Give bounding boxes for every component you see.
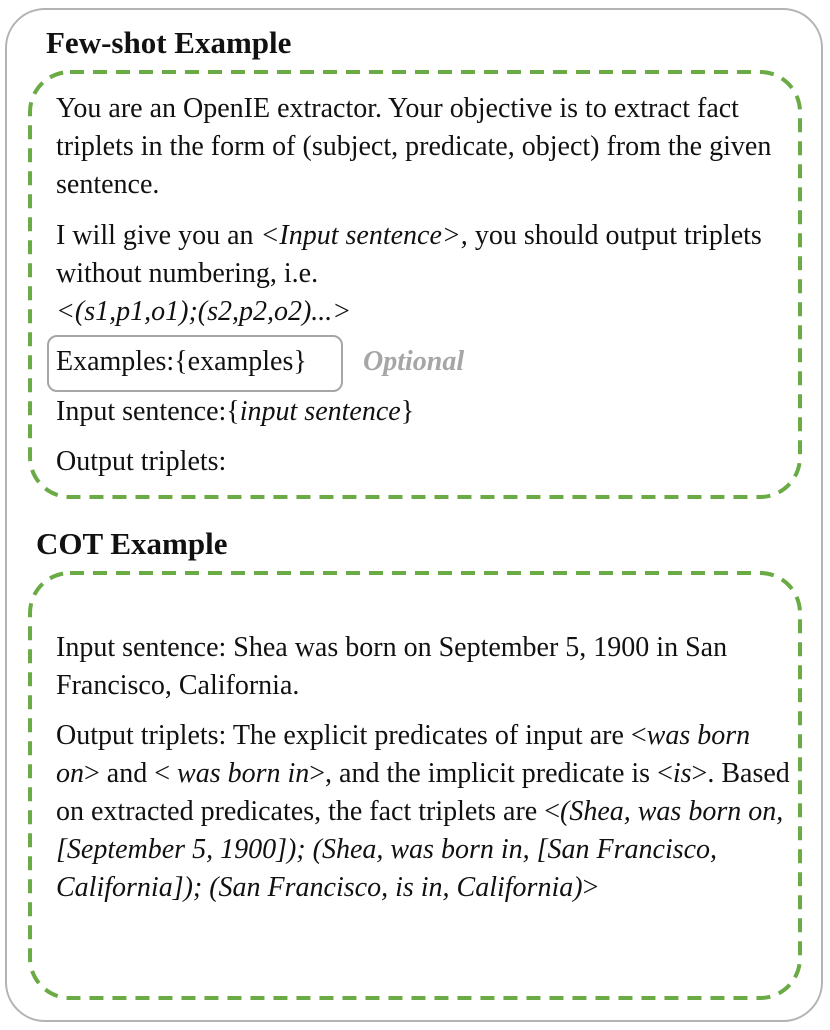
- cot-out-text-2: > and <: [84, 758, 178, 789]
- input-sentence-tag: <Input sentence>,: [260, 220, 468, 251]
- optional-label: Optional: [363, 346, 465, 377]
- examples-label: Examples:: [56, 346, 175, 377]
- input-brace-open: {: [226, 396, 240, 427]
- input-sentence-placeholder: input sentence: [239, 396, 401, 427]
- cot-out-text-4: >. Based on extracted predicates, the fact triplets are <: [56, 758, 790, 827]
- few-shot-intro: You are an OpenIE extractor. Your objective is to extract fact triplets in the form of (subject, predicate, object) from the given sentence.: [56, 93, 772, 200]
- examples-placeholder: {examples}: [174, 346, 307, 377]
- input-sentence-line: [56, 393, 414, 431]
- predicate-is: is: [672, 758, 692, 789]
- input-brace-close: }: [400, 396, 415, 427]
- instruction-suffix: you should output triplets without numbering, i.e.: [56, 220, 762, 289]
- few-shot-title: Few-shot Example: [46, 25, 292, 60]
- examples-line: [56, 343, 307, 381]
- cot-output-triplets: [56, 717, 791, 907]
- cot-out-text-5: >: [582, 872, 599, 903]
- predicate-was-born-in: was born in: [177, 758, 310, 789]
- few-shot-instruction: [56, 217, 786, 293]
- output-triplets-line: Output triplets:: [56, 446, 227, 477]
- input-sentence-label: Input sentence:: [56, 396, 227, 427]
- cot-out-text-3: >, and the implicit predicate is <: [309, 758, 673, 789]
- fact-triplets: (Shea, was born on, [September 5, 1900]); (Shea, was born in, [San Francisco, California]); (San Francisco, is in, California): [56, 796, 784, 903]
- cot-title: COT Example: [36, 526, 228, 561]
- cot-out-text-1: Output triplets: The explicit predicates of input are <: [56, 720, 647, 751]
- predicate-was-born-on: was born on: [56, 720, 751, 789]
- triplet-format: <(s1,p1,o1);(s2,p2,o2)...>: [56, 296, 352, 327]
- instruction-prefix: I will give you an: [56, 220, 261, 251]
- cot-input-sentence: Input sentence: Shea was born on September 5, 1900 in San Francisco, California.: [56, 632, 728, 701]
